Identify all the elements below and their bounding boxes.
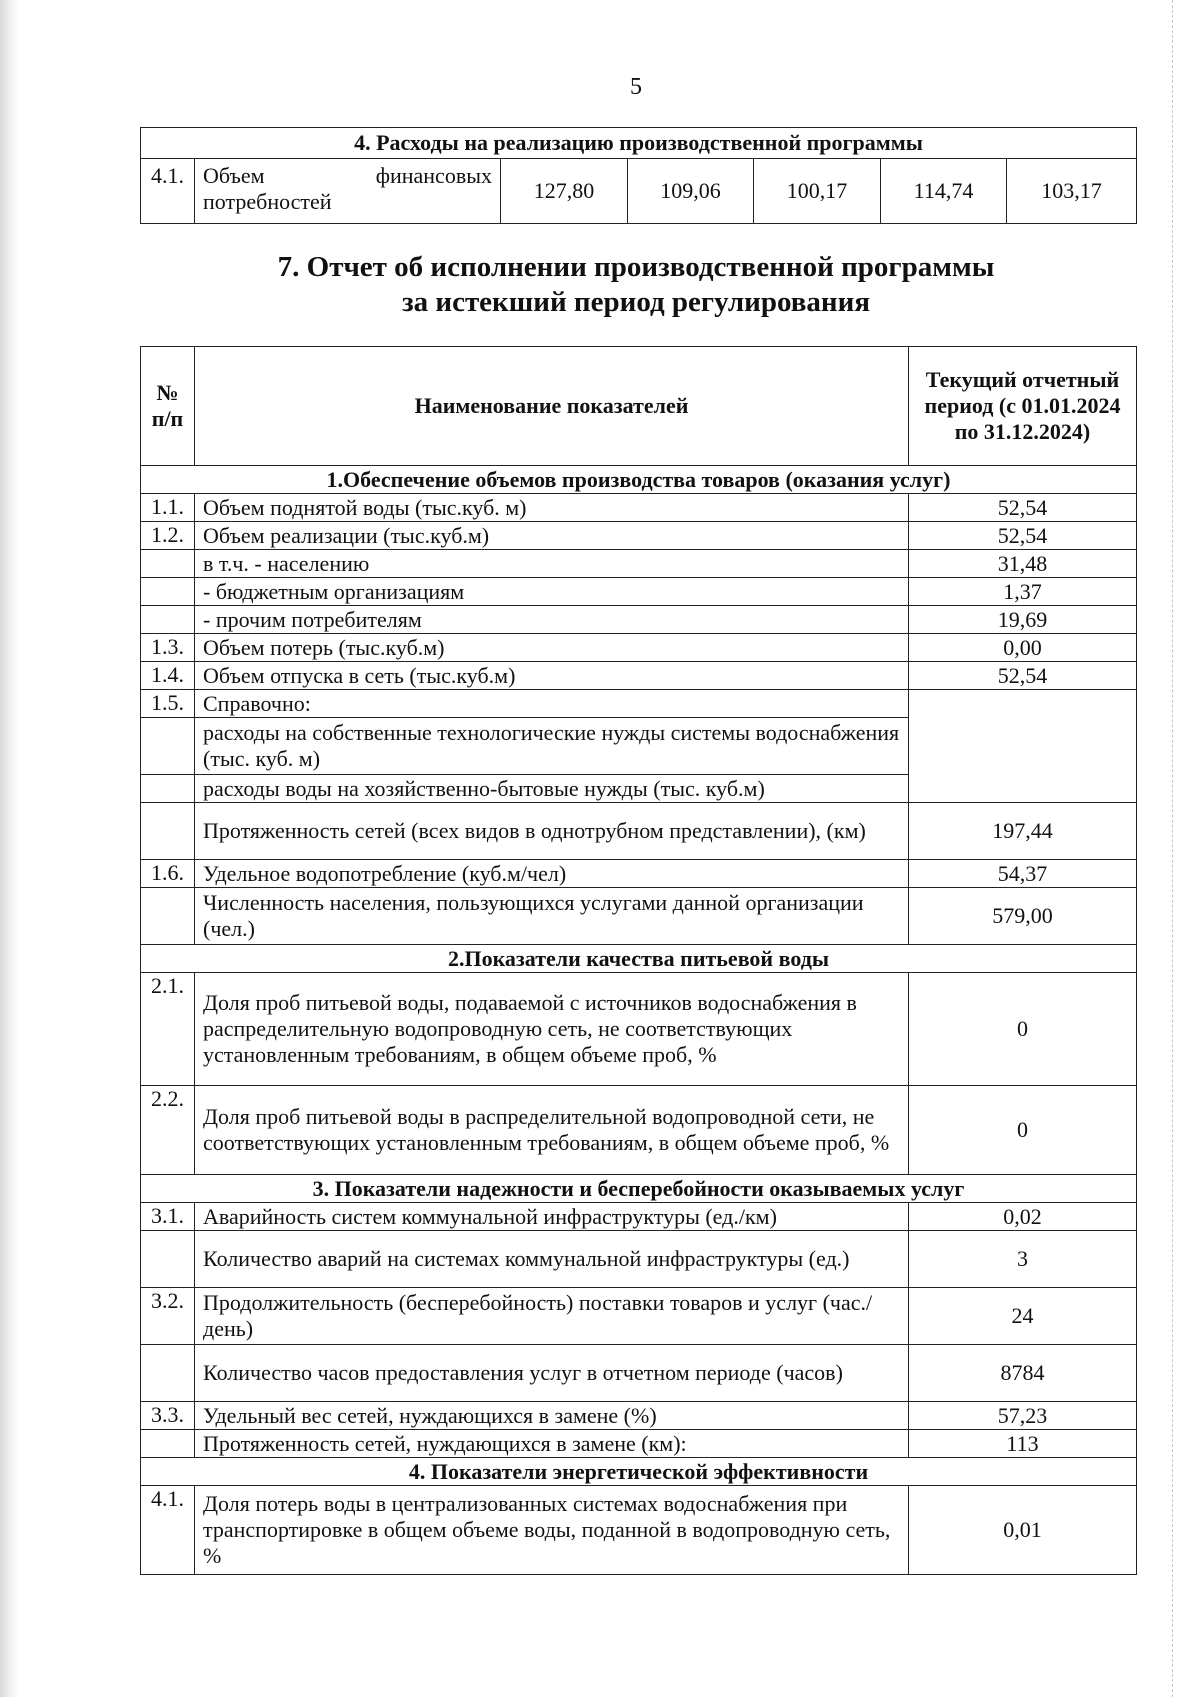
row-number: 1.4. <box>141 662 195 690</box>
expense-table <box>140 127 1137 224</box>
expense-row-number: 4.1. <box>141 159 195 224</box>
row-value: 1,37 <box>909 578 1137 606</box>
table-row <box>141 888 1137 945</box>
table-row <box>141 690 1137 718</box>
row-name: Доля проб питьевой воды в распределительной водопроводной сети, не соответствующих установленным требованиям, в общем объеме проб, % <box>195 1086 909 1175</box>
row-name: расходы на собственные технологические нужды системы водоснабжения (тыс. куб. м) <box>195 718 909 775</box>
row-value: 19,69 <box>909 606 1137 634</box>
row-number: 2.1. <box>141 973 195 1086</box>
row-value: 0,02 <box>909 1203 1137 1231</box>
row-value: 579,00 <box>909 888 1137 945</box>
expense-row-name: Объем финансовых потребностей <box>195 159 501 224</box>
row-value: 0,01 <box>909 1486 1137 1575</box>
row-number <box>141 1231 195 1288</box>
expense-value: 100,17 <box>754 159 881 224</box>
row-number <box>141 578 195 606</box>
row-value: 113 <box>909 1430 1137 1458</box>
row-name: Доля потерь воды в централизованных системах водоснабжения при транспортировке в общем объеме воды, поданной в водопроводную сеть, % <box>195 1486 909 1575</box>
row-name: Протяженность сетей, нуждающихся в замене (км): <box>195 1430 909 1458</box>
row-value <box>909 690 1137 803</box>
row-value: 52,54 <box>909 522 1137 550</box>
table-row <box>141 803 1137 860</box>
row-name: Объем отпуска в сеть (тыс.куб.м) <box>195 662 909 690</box>
table-row <box>141 606 1137 634</box>
table-row <box>141 1430 1137 1458</box>
header-period: Текущий отчетный период (с 01.01.2024 по 31.12.2024) <box>909 347 1137 466</box>
table-row <box>141 550 1137 578</box>
row-number: 1.5. <box>141 690 195 718</box>
table-row <box>141 634 1137 662</box>
row-number: 3.2. <box>141 1288 195 1345</box>
section-title: 1.Обеспечение объемов производства товаров (оказания услуг) <box>141 466 1137 494</box>
row-number: 1.6. <box>141 860 195 888</box>
table-row <box>141 860 1137 888</box>
header-number: № п/п <box>141 347 195 466</box>
table-row <box>141 1345 1137 1402</box>
row-name: Продолжительность (бесперебойность) поставки товаров и услуг (час./день) <box>195 1288 909 1345</box>
report-table-header <box>141 347 1137 466</box>
row-value: 0 <box>909 973 1137 1086</box>
row-number <box>141 803 195 860</box>
row-value: 24 <box>909 1288 1137 1345</box>
row-number <box>141 1430 195 1458</box>
row-number: 1.1. <box>141 494 195 522</box>
section-title: 3. Показатели надежности и бесперебойности оказываемых услуг <box>141 1175 1137 1203</box>
row-name: Справочно: <box>195 690 909 718</box>
row-name: Численность населения, пользующихся услугами данной организации (чел.) <box>195 888 909 945</box>
section-row <box>141 466 1137 494</box>
row-number <box>141 1345 195 1402</box>
section-row <box>141 1458 1137 1486</box>
expense-row <box>141 159 1137 224</box>
section-title: 2.Показатели качества питьевой воды <box>141 945 1137 973</box>
row-number <box>141 550 195 578</box>
table-row <box>141 522 1137 550</box>
row-value: 31,48 <box>909 550 1137 578</box>
row-name: Объем поднятой воды (тыс.куб. м) <box>195 494 909 522</box>
row-name: Количество часов предоставления услуг в отчетном периоде (часов) <box>195 1345 909 1402</box>
row-value: 0 <box>909 1086 1137 1175</box>
header-name: Наименование показателей <box>195 347 909 466</box>
table-row <box>141 1288 1137 1345</box>
section-row <box>141 1175 1137 1203</box>
section-title: 4. Показатели энергетической эффективности <box>141 1458 1137 1486</box>
table-row <box>141 973 1137 1086</box>
table-row <box>141 1486 1137 1575</box>
table-row <box>141 1231 1137 1288</box>
row-number <box>141 888 195 945</box>
report-table <box>140 346 1137 1575</box>
row-number: 1.3. <box>141 634 195 662</box>
expense-section-row <box>141 128 1137 159</box>
table-row <box>141 578 1137 606</box>
row-number: 3.1. <box>141 1203 195 1231</box>
row-value: 197,44 <box>909 803 1137 860</box>
row-value: 52,54 <box>909 494 1137 522</box>
row-value: 57,23 <box>909 1402 1137 1430</box>
row-name: Удельный вес сетей, нуждающихся в замене (%) <box>195 1402 909 1430</box>
row-name: Аварийность систем коммунальной инфраструктуры (ед./км) <box>195 1203 909 1231</box>
row-number <box>141 718 195 775</box>
row-name: - бюджетным организациям <box>195 578 909 606</box>
row-name: расходы воды на хозяйственно-бытовые нужды (тыс. куб.м) <box>195 775 909 803</box>
row-value: 8784 <box>909 1345 1137 1402</box>
expense-value: 103,17 <box>1007 159 1137 224</box>
expense-value: 109,06 <box>628 159 754 224</box>
row-name: Объем потерь (тыс.куб.м) <box>195 634 909 662</box>
expense-section-title: 4. Расходы на реализацию производственной программы <box>141 128 1137 159</box>
row-value: 54,37 <box>909 860 1137 888</box>
row-value: 52,54 <box>909 662 1137 690</box>
table-row <box>141 1402 1137 1430</box>
row-value: 3 <box>909 1231 1137 1288</box>
row-number: 2.2. <box>141 1086 195 1175</box>
expense-value: 127,80 <box>501 159 628 224</box>
row-name: в т.ч. - населению <box>195 550 909 578</box>
row-name: Протяженность сетей (всех видов в однотрубном представлении), (км) <box>195 803 909 860</box>
row-name: Удельное водопотребление (куб.м/чел) <box>195 860 909 888</box>
section-row <box>141 945 1137 973</box>
row-number: 3.3. <box>141 1402 195 1430</box>
table-row <box>141 662 1137 690</box>
row-name: Объем реализации (тыс.куб.м) <box>195 522 909 550</box>
row-value: 0,00 <box>909 634 1137 662</box>
table-row <box>141 1203 1137 1231</box>
row-number: 1.2. <box>141 522 195 550</box>
report-title-line-2: за истекший период регулирования <box>401 286 871 318</box>
table-row <box>141 1086 1137 1175</box>
row-number <box>141 606 195 634</box>
row-number <box>141 775 195 803</box>
row-name: Доля проб питьевой воды, подаваемой с источников водоснабжения в распределительную водопроводную сеть, не соответствующих установленным требованиям, в общем объеме проб, % <box>195 973 909 1086</box>
expense-value: 114,74 <box>881 159 1007 224</box>
row-number: 4.1. <box>141 1486 195 1575</box>
row-name: Количество аварий на системах коммунальной инфраструктуры (ед.) <box>195 1231 909 1288</box>
report-title-line-1: 7. Отчет об исполнении производственной программы <box>277 251 995 283</box>
page-number: 5 <box>630 74 642 100</box>
table-row <box>141 494 1137 522</box>
row-name: - прочим потребителям <box>195 606 909 634</box>
